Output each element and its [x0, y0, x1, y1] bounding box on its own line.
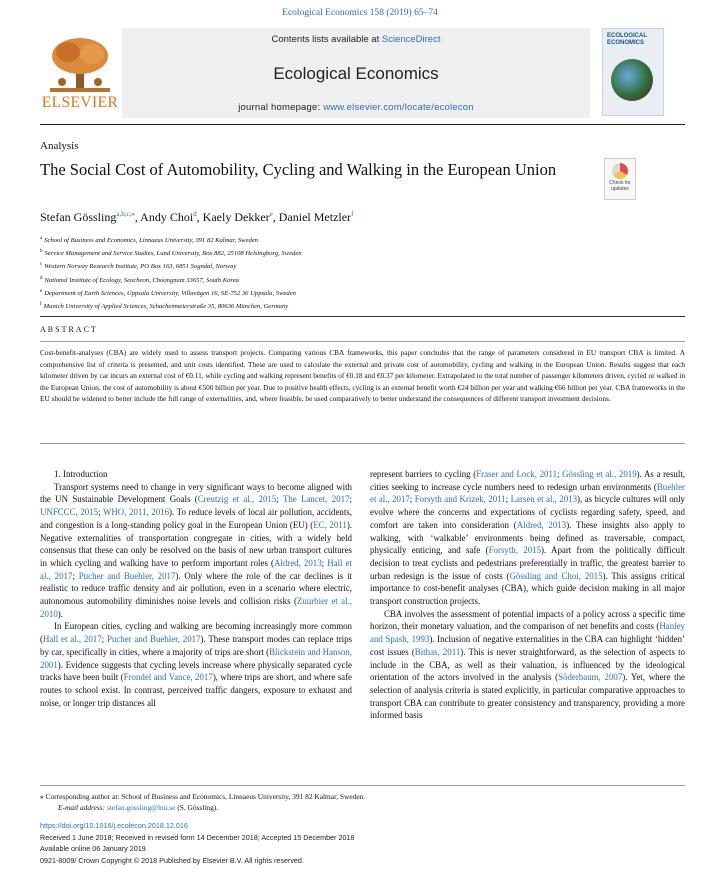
citation-link[interactable]: Söderbaum, 2007: [558, 672, 623, 683]
elsevier-wordmark: ELSEVIER: [41, 94, 119, 111]
author-name[interactable]: Andy Choi: [140, 210, 194, 224]
body-column-left: [40, 468, 352, 709]
citation-link[interactable]: Fraser and Lock, 2011: [476, 469, 558, 479]
section-heading: 1. Introduction: [54, 469, 108, 479]
check-for-updates-button[interactable]: [604, 158, 636, 200]
copyright: 0921-8009/ Crown Copyright © 2018 Published by Elsevier B.V. All rights reserved.: [40, 855, 304, 865]
paragraph: CBA involves the assessment of potential impacts of a policy across a specific time horizon, their monetary valuation, and the comparison of net benefits and costs (Hanley and Spash, 1993). Inclusion of negative externalities in the CBA can highlight ‘hidden’ cost issues (Bithas, 2011). This is never straightforward, as the selection of aspects to include in the CBA, as well as their valuation, is influenced by the ideological orientation of the actors involved in the analysis (Söderbaum, 2007). Yet, where the selection of analysis criteria is stated explicitly, in particular comparative approaches to transport CBA can contribute to greater consistency and transparency, providing a more informed basis: [370, 608, 685, 721]
article-section: Analysis: [40, 140, 79, 152]
citation-link[interactable]: Frondel and Vance, 2017: [123, 672, 213, 683]
citation-link[interactable]: Pucher and Buehler, 2017: [106, 634, 201, 645]
abstract-top-rule: [40, 316, 685, 317]
footnote: [40, 791, 685, 813]
elsevier-logo[interactable]: [40, 30, 120, 118]
affiliation-item: $^a$ School of Business and Economics, Linnaeus University, 391 82 Kalmar, Sweden: [40, 236, 258, 245]
contents-line: Contents lists available at ScienceDirect: [271, 34, 441, 45]
citation-link[interactable]: Forsyth, 2015: [488, 545, 542, 556]
citation-link[interactable]: Creutzig et al., 2015: [197, 494, 277, 505]
paragraph: Transport systems need to change in very significant ways to become aligned with the UN Sustainable Development Goals (Creutzig et al., 2015; The Lancet, 2017; UNFCCC, 2015; WHO, 2011, 2016). To reduce levels of local air pollution, accidents, and congestion is a long-standing policy goal in the European Union (EU) (EC, 2011). Negative externalities of transportation congregate in cities, with a widely held consensus that these can only be resolved on the basis of new urban transport cultures in which cycling and walking have to perform important roles (Aldred, 2013; Hall et al., 2017; Pucher and Buehler, 2017). Only where the role of the car declines is it realistic to reduce traffic density and air pollution, even in a scenario where electric, autonomous automobility diminishes noise levels and collision risks (Zuurbier et al., 2010).: [40, 481, 353, 619]
email-line: E-mail address: stefan.gossling@lnu.se (S. Gössling).: [58, 803, 219, 812]
cover-globe-image: [611, 59, 653, 101]
crossmark-icon: [612, 163, 628, 179]
journal-title: Ecological Economics: [273, 64, 439, 83]
check-updates-label: Check for updates: [609, 180, 631, 192]
citation-link[interactable]: Hall et al., 2017: [40, 557, 353, 581]
paragraph: In European cities, cycling and walking are becoming increasingly more common (Hall et al., 2017; Pucher and Buehler, 2017). These transport modes can replace trips by car, specifically in cities, where a majority of trips are short (Blickstein and Hanson, 2001). Evidence suggests that cycling levels increase where physically separated cycle tracks have been built (Frondel and Vance, 2017), where trips are short, and where safe routes to school exist. In contrast, perceived traffic dangers, exposure to exhaust and noise, or longer trip distances all: [40, 621, 353, 708]
citation-link[interactable]: Forsyth and Krizek, 2011: [414, 494, 506, 505]
citation-link[interactable]: Aldred, 2013: [516, 519, 567, 530]
citation-link[interactable]: Hanley and Spash, 1993: [370, 621, 685, 645]
journal-header: [40, 28, 685, 122]
author-sup[interactable]: f: [351, 210, 354, 218]
email-link[interactable]: stefan.gossling@lnu.se: [107, 803, 176, 812]
homepage-link[interactable]: www.elsevier.com/locate/ecolecon: [323, 102, 474, 113]
received-dates: Received 1 June 2018; Received in revised form 14 December 2018; Accepted 15 December 2018: [40, 832, 355, 842]
affiliations: [40, 233, 302, 312]
cover-title: ECOLOGICAL ECONOMICS: [607, 33, 647, 46]
author-name[interactable]: Kaely Dekker: [202, 210, 270, 224]
author-sup[interactable]: e: [269, 210, 273, 218]
journal-homepage: journal homepage: www.elsevier.com/locate/ecolecon: [238, 102, 474, 113]
citation-link[interactable]: UNFCCC, 2015: [40, 507, 99, 518]
article-title: The Social Cost of Automobility, Cycling and Walking in the European Union: [40, 160, 557, 179]
footnote-rule: [40, 785, 685, 786]
body-column-right: [370, 468, 685, 722]
journal-cover[interactable]: [602, 28, 664, 116]
affiliation-item: $^c$ Western Norway Research Institute, PO Box 163, 6851 Sogndal, Norway: [40, 262, 237, 271]
citation-link[interactable]: Gössling and Choi, 2015: [509, 570, 603, 581]
citation-link[interactable]: Buehler et al., 2017: [370, 481, 685, 505]
header-rule: [40, 124, 685, 125]
online-date: Available online 06 January 2019: [40, 844, 146, 853]
affiliation-item: $^b$ Service Management and Service Studies, Lund University, Box 882, 25108 Helsingborg, Sweden: [40, 249, 302, 258]
citation-link[interactable]: Bithas, 2011: [414, 646, 461, 657]
citation-link[interactable]: Hall et al., 2017: [42, 634, 102, 645]
author-name[interactable]: Stefan Gössling: [40, 210, 117, 224]
abstract-text: Cost-benefit-analyses (CBA) are widely used to assess transport projects. Comparing various CBA frameworks, this paper concludes that the range of parameters considered in EU transport CBA is limited. A comprehensive list of criteria is presented, and unit costs identified. These are used to calculate the external and private cost of automobility, cycling and walking in the European Union. Results suggest that each kilometer driven by car incurs an external cost of €0.11, while cycling and walking represent benefits of €0.18 and €0.37 per kilometer. Extrapolated to the total number of passenger kilometers driven, cycled or walked in the European Union, the cost of automobility is about €500 billion per year. Due to positive health effects, cycling is an external benefit worth €24 billion per year and walking €66 billion per year. CBA frameworks in the EU should be widened to better include the full range of externalities, and, where feasible, be used comparatively to better understand the consequences of different transport investment decisions.: [40, 348, 685, 404]
citation-link[interactable]: Pucher and Buehler, 2017: [78, 570, 176, 581]
citation-link[interactable]: Gössling et al., 2019: [562, 469, 637, 479]
author-name[interactable]: Daniel Metzler: [278, 210, 352, 224]
abstract-bottom-rule: [40, 443, 685, 444]
citation-link[interactable]: Blickstein and Hanson, 2001: [40, 646, 352, 670]
author-sup[interactable]: d: [193, 210, 197, 218]
author-sup[interactable]: a,b,c,⁎: [116, 210, 135, 218]
article-metadata: [40, 820, 685, 866]
affiliation-item: $^e$ Department of Earth Sciences, Uppsala University, Villavägen 16, SE-752 36 Uppsala, Sweden: [40, 288, 296, 297]
citation-link[interactable]: Larsen et al., 2013: [510, 494, 578, 505]
abstract-rule: [40, 341, 685, 342]
citation-link[interactable]: WHO, 2011, 2016: [103, 507, 170, 518]
doi-link[interactable]: https://doi.org/10.1016/j.ecolecon.2018.12.016: [40, 821, 188, 830]
citation-link[interactable]: Zuurbier et al., 2010: [40, 596, 353, 619]
citation-link[interactable]: The Lancet, 2017: [282, 494, 350, 505]
affiliation-item: $^f$ Munich University of Applied Sciences, Schachenmeierstraße 35, 80636 München, Germany: [40, 301, 289, 311]
journal-banner: [122, 28, 590, 118]
citation-link[interactable]: EC, 2011: [313, 519, 347, 530]
abstract-heading: ABSTRACT: [40, 325, 98, 334]
corresponding-author-note: ⁎ Corresponding author at: School of Business and Economics, Linnaeus University, 391 82 Kalmar, Sweden.: [40, 792, 366, 801]
affiliation-item: $^d$ National Institute of Ecology, Seocheon, Choongnam 33657, South Korea: [40, 275, 239, 284]
author-list: Stefan Gössling$^{a,b,c,⁎}$, Andy Choi$^d$, Kaely Dekker$^e$, Daniel Metzler$^f$: [40, 210, 354, 224]
paragraph: represent barriers to cycling (Fraser and Lock, 2011; Gössling et al., 2019). As a result, cities seeking to increase cycle numbers need to redesign urban environments (Buehler et al., 2017; Forsyth and Krizek, 2011; Larsen et al., 2013), as bicycle cultures will only evolve where the concerns and expectations of cyclists regarding safety, speed, and comfort are taken into consideration (Aldred, 2013). These insights also apply to walking, with ‘walkable’ environments being defined as traversable, compact, physically enticing, and safe (Forsyth, 2015). Apart from the politically difficult decision to treat cyclists and pedestrians preferentially in traffic, the greatest barrier to urban redesign is the issue of costs (Gössling and Choi, 2015). This assigns critical importance to cost-benefit analyses (CBA), which guide decision making in all major transport construction projects.: [370, 469, 686, 607]
elsevier-tree-icon: [46, 34, 114, 94]
citation-link[interactable]: Aldred, 2013: [273, 557, 322, 568]
sciencedirect-link[interactable]: ScienceDirect: [381, 34, 441, 45]
journal-reference[interactable]: Ecological Economics 158 (2019) 65–74: [282, 8, 438, 18]
